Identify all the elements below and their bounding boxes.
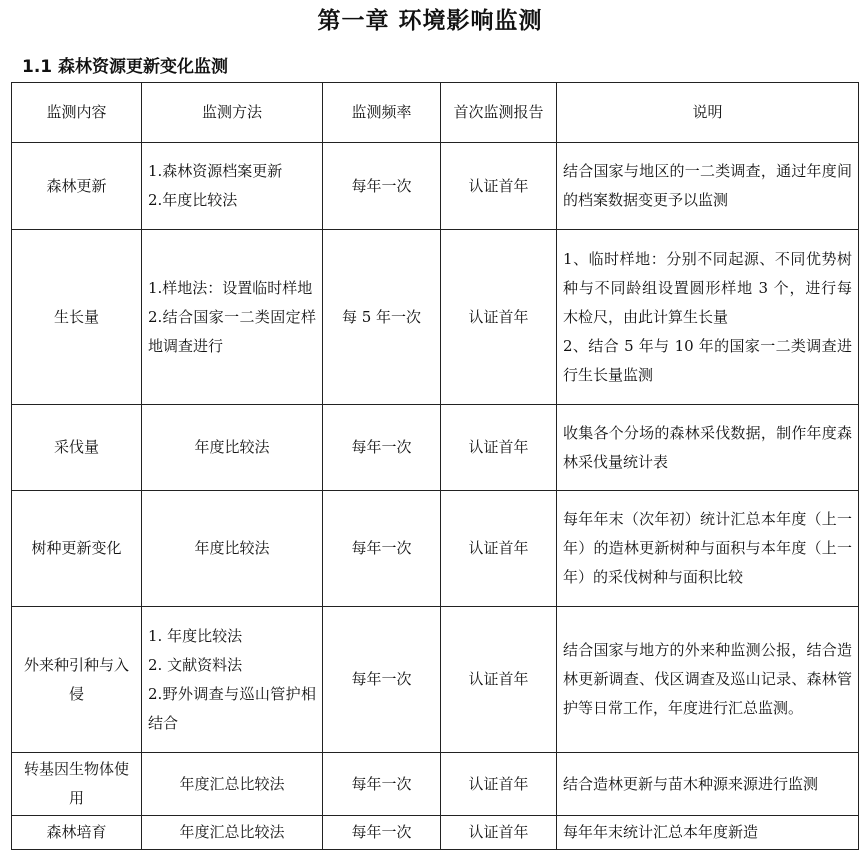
cell-frequency: 每年一次: [323, 816, 441, 850]
cell-frequency: 每 5 年一次: [323, 230, 441, 405]
header-cell-note: 说明: [557, 83, 859, 143]
cell-item: 树种更新变化: [12, 491, 142, 607]
cell-item: 生长量: [12, 230, 142, 405]
cell-note: [557, 143, 859, 230]
cell-note: [557, 230, 859, 405]
note-line: 结合国家与地方的外来种监测公报，结合造林更新调查、伐区调查及巡山记录、森林管护等日常工作，年度进行汇总监测。: [563, 641, 852, 717]
cell-first-report: 认证首年: [441, 816, 557, 850]
table-row: [12, 491, 859, 607]
header-cell-first-report: 首次监测报告: [441, 83, 557, 143]
cell-item: 森林更新: [12, 143, 142, 230]
method-line: 年度比较法: [194, 539, 270, 557]
cell-note: [557, 753, 859, 816]
cell-frequency: 每年一次: [323, 143, 441, 230]
cell-first-report: 认证首年: [441, 405, 557, 491]
header-cell-method: 监测方法: [142, 83, 323, 143]
table-row: [12, 143, 859, 230]
cell-note: [557, 405, 859, 491]
cell-frequency: 每年一次: [323, 405, 441, 491]
method-line: 2.野外调查与巡山管护相结合: [148, 684, 316, 732]
cell-item: 转基因生物体使用: [12, 753, 142, 816]
header-cell-item: 监测内容: [12, 83, 142, 143]
chapter-title: 第一章 环境影响监测: [317, 8, 543, 34]
note-line: 收集各个分场的森林采伐数据，制作年度森林采伐量统计表: [563, 423, 852, 471]
table-row: [12, 607, 859, 753]
note-line: 每年年末统计汇总本年度新造: [563, 823, 759, 841]
cell-method: [142, 405, 323, 491]
cell-note: [557, 491, 859, 607]
method-line: 年度汇总比较法: [179, 823, 285, 841]
note-line: 结合造林更新与苗木种源来源进行监测: [563, 774, 819, 793]
cell-frequency: 每年一次: [323, 491, 441, 607]
table-header-row: [12, 83, 859, 143]
table-row: [12, 405, 859, 491]
cell-first-report: 认证首年: [441, 753, 557, 816]
cell-method: [142, 491, 323, 607]
method-line: 2.结合国家一二类固定样地调查进行: [148, 307, 316, 355]
table-row: [12, 753, 859, 816]
monitoring-table: [11, 82, 859, 850]
method-line: 1.样地法：设置临时样地: [148, 278, 313, 297]
header-cell-frequency: 监测频率: [323, 83, 441, 143]
cell-method: [142, 607, 323, 753]
cell-method: [142, 816, 323, 850]
method-line: 1.森林资源档案更新: [148, 162, 283, 180]
note-line: 1、临时样地：分别不同起源、不同优势树种与不同龄组设置圆形样地 3 个，进行每木检尺，由此计算生长量: [563, 249, 852, 326]
cell-note: [557, 607, 859, 753]
table-row: [12, 816, 859, 850]
cell-item: 森林培育: [12, 816, 142, 850]
cell-first-report: 认证首年: [441, 143, 557, 230]
cell-method: [142, 230, 323, 405]
cell-first-report: 认证首年: [441, 607, 557, 753]
cell-note: [557, 816, 859, 850]
note-line: 每年年末（次年初）统计汇总本年度（上一年）的造林更新树种与面积与本年度（上一年）的采伐树种与面积比较: [563, 510, 852, 586]
table-row: [12, 230, 859, 405]
note-line: 结合国家与地区的一二类调查，通过年度间的档案数据变更予以监测: [563, 162, 852, 209]
section-title: 1.1 森林资源更新变化监测: [22, 57, 229, 77]
method-line: 2.年度比较法: [148, 191, 238, 209]
method-line: 1. 年度比较法: [148, 626, 243, 645]
cell-item: 采伐量: [12, 405, 142, 491]
cell-first-report: 认证首年: [441, 230, 557, 405]
cell-method: [142, 143, 323, 230]
cell-first-report: 认证首年: [441, 491, 557, 607]
cell-frequency: 每年一次: [323, 607, 441, 753]
note-line: 2、结合 5 年与 10 年的国家一二类调查进行生长量监测: [563, 336, 852, 384]
cell-item: 外来种引种与入侵: [12, 607, 142, 753]
cell-frequency: 每年一次: [323, 753, 441, 816]
cell-method: [142, 753, 323, 816]
method-line: 年度汇总比较法: [179, 774, 285, 793]
method-line: 2. 文献资料法: [148, 655, 243, 674]
method-line: 年度比较法: [194, 438, 270, 456]
